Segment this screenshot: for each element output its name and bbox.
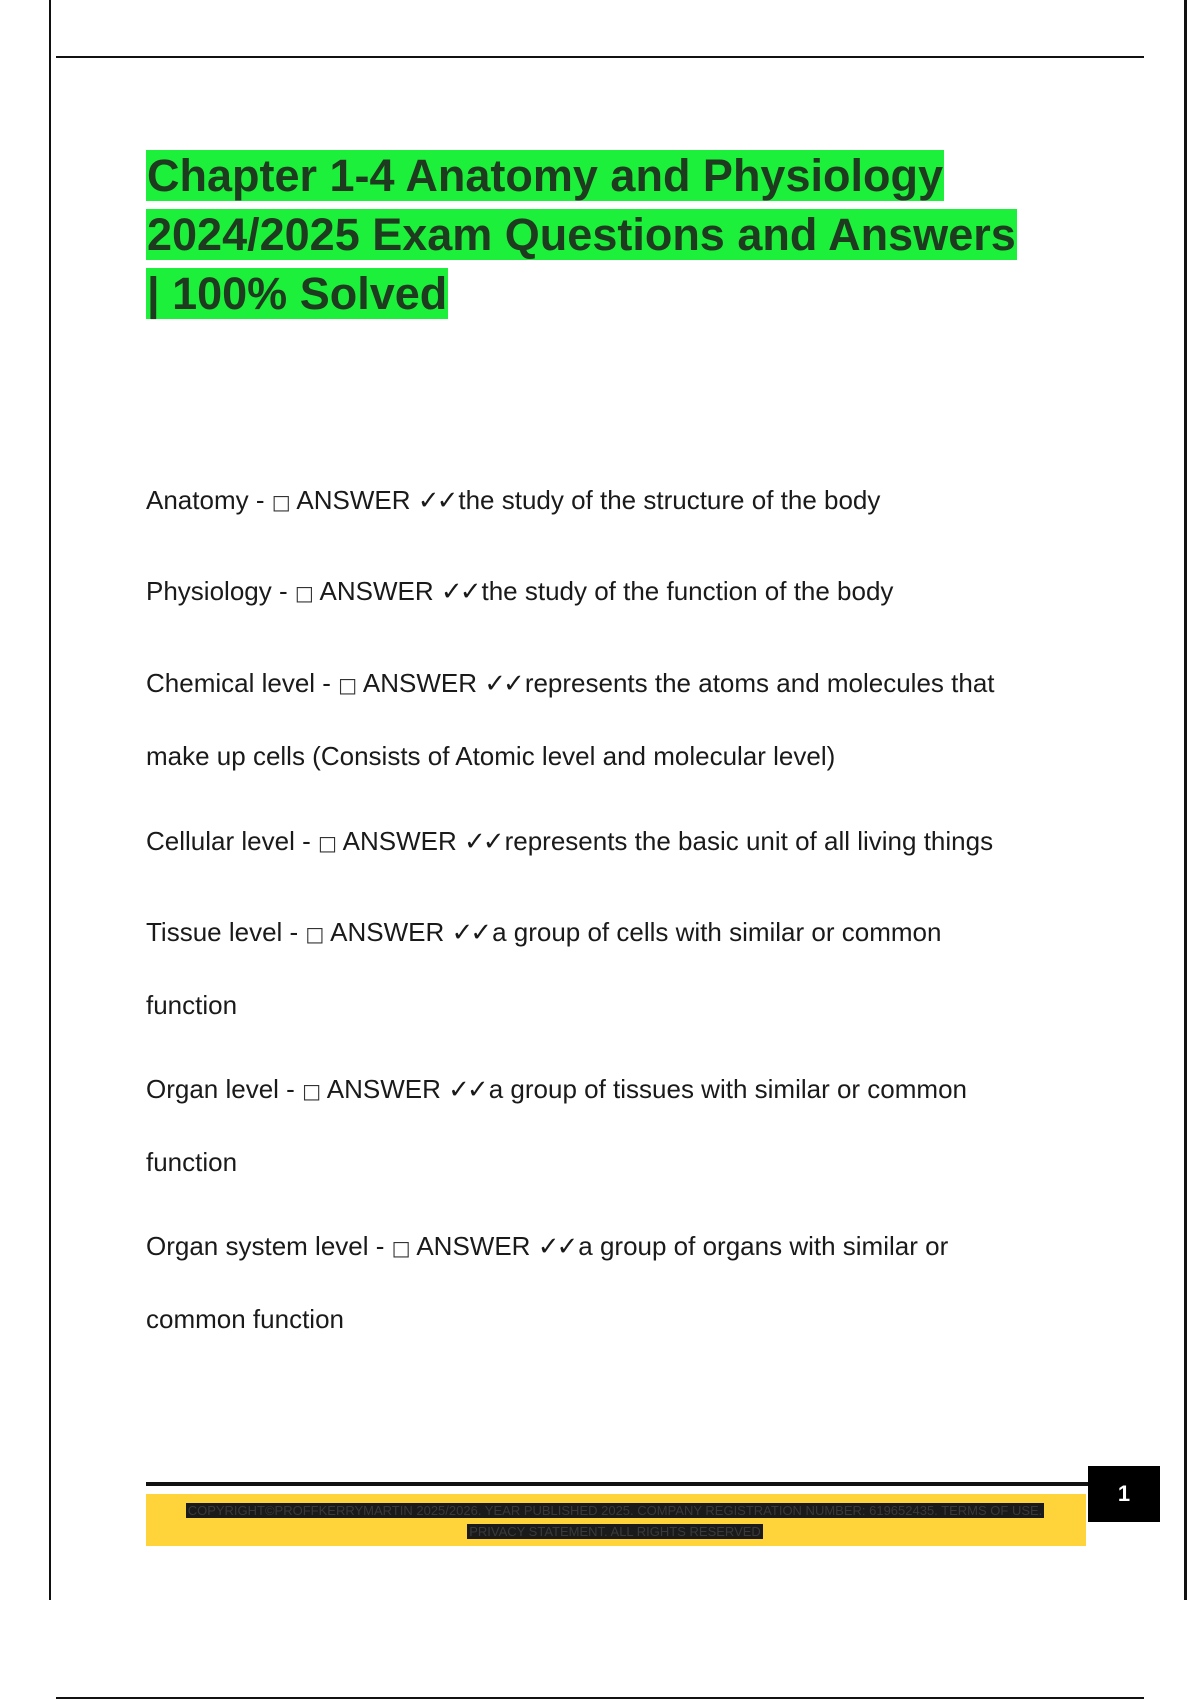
copyright-notice (170, 1500, 1060, 1542)
double-check-icon: ✓✓ (464, 827, 502, 857)
answer-box-icon: □ (317, 831, 337, 855)
qa-answer-continued: function (146, 990, 238, 1020)
answer-box-icon: □ (391, 1236, 411, 1260)
answer-label: ANSWER (416, 1231, 531, 1261)
answer-box-icon: □ (302, 1079, 321, 1103)
qa-answer: the study of the structure of the body (458, 485, 881, 515)
title-line-3: | 100% Solved (147, 268, 448, 319)
qa-item-organ-level (146, 1054, 1086, 1198)
qa-item-tissue-level (146, 897, 1086, 1041)
qa-term: Organ level - (146, 1074, 303, 1104)
qa-answer-continued: make up cells (Consists of Atomic level and molecular level) (146, 741, 836, 771)
title-line-1: Chapter 1-4 Anatomy and Physiology (147, 150, 943, 201)
page-border-right (1184, 0, 1187, 1600)
qa-answer-continued: common function (146, 1304, 344, 1334)
double-check-icon: ✓✓ (484, 669, 522, 699)
qa-item-organ-system-level (146, 1211, 1086, 1355)
qa-item-anatomy (146, 465, 1086, 538)
qa-term: Physiology - (146, 576, 295, 606)
qa-answer: a group of tissues with similar or common (488, 1074, 968, 1104)
qa-item-physiology (146, 556, 1086, 629)
top-rule (56, 56, 1144, 58)
double-check-icon: ✓✓ (448, 1075, 486, 1105)
answer-label: ANSWER (296, 485, 411, 515)
qa-item-cellular-level (146, 806, 1086, 879)
double-check-icon: ✓✓ (440, 577, 479, 607)
qa-answer: represents the basic unit of all living things (504, 826, 994, 856)
qa-term: Chemical level - (146, 668, 339, 698)
qa-answer: a group of cells with similar or common (492, 917, 942, 947)
answer-label: ANSWER (342, 826, 457, 856)
footer-rule (146, 1482, 1088, 1486)
qa-answer: a group of organs with similar or (578, 1231, 949, 1261)
double-check-icon: ✓✓ (537, 1232, 576, 1262)
bottom-rule (56, 1697, 1144, 1699)
answer-box-icon: □ (271, 490, 291, 514)
copyright-line-1: COPYRIGHT©PROFFKERRYMARTIN 2025/2026. YEAR PUBLISHED 2025. COMPANY REGISTRATION NUMBER: 619652435. TERMS OF USE. (187, 1503, 1043, 1518)
qa-term: Tissue level - (146, 917, 306, 947)
answer-box-icon: □ (294, 581, 314, 605)
page-number: 1 (1088, 1466, 1160, 1522)
qa-item-chemical-level (146, 648, 1086, 792)
qa-answer: the study of the function of the body (481, 576, 894, 606)
document-title (146, 146, 1106, 323)
qa-answer-continued: function (146, 1147, 238, 1177)
qa-term: Organ system level - (146, 1231, 392, 1261)
title-line-2: 2024/2025 Exam Questions and Answers (147, 209, 1016, 260)
double-check-icon: ✓✓ (451, 918, 490, 948)
double-check-icon: ✓✓ (417, 486, 456, 516)
answer-label: ANSWER (362, 668, 477, 698)
copyright-line-2: PRIVACY STATEMENT. ALL RIGHTS RESERVED (469, 1524, 761, 1539)
answer-box-icon: □ (305, 922, 325, 946)
answer-label: ANSWER (326, 1074, 441, 1104)
answer-box-icon: □ (338, 673, 358, 697)
answer-label: ANSWER (319, 576, 434, 606)
qa-term: Anatomy - (146, 485, 272, 515)
qa-answer: represents the atoms and molecules that (524, 668, 995, 698)
page-border-left (49, 0, 51, 1600)
qa-term: Cellular level - (146, 826, 318, 856)
answer-label: ANSWER (330, 917, 445, 947)
